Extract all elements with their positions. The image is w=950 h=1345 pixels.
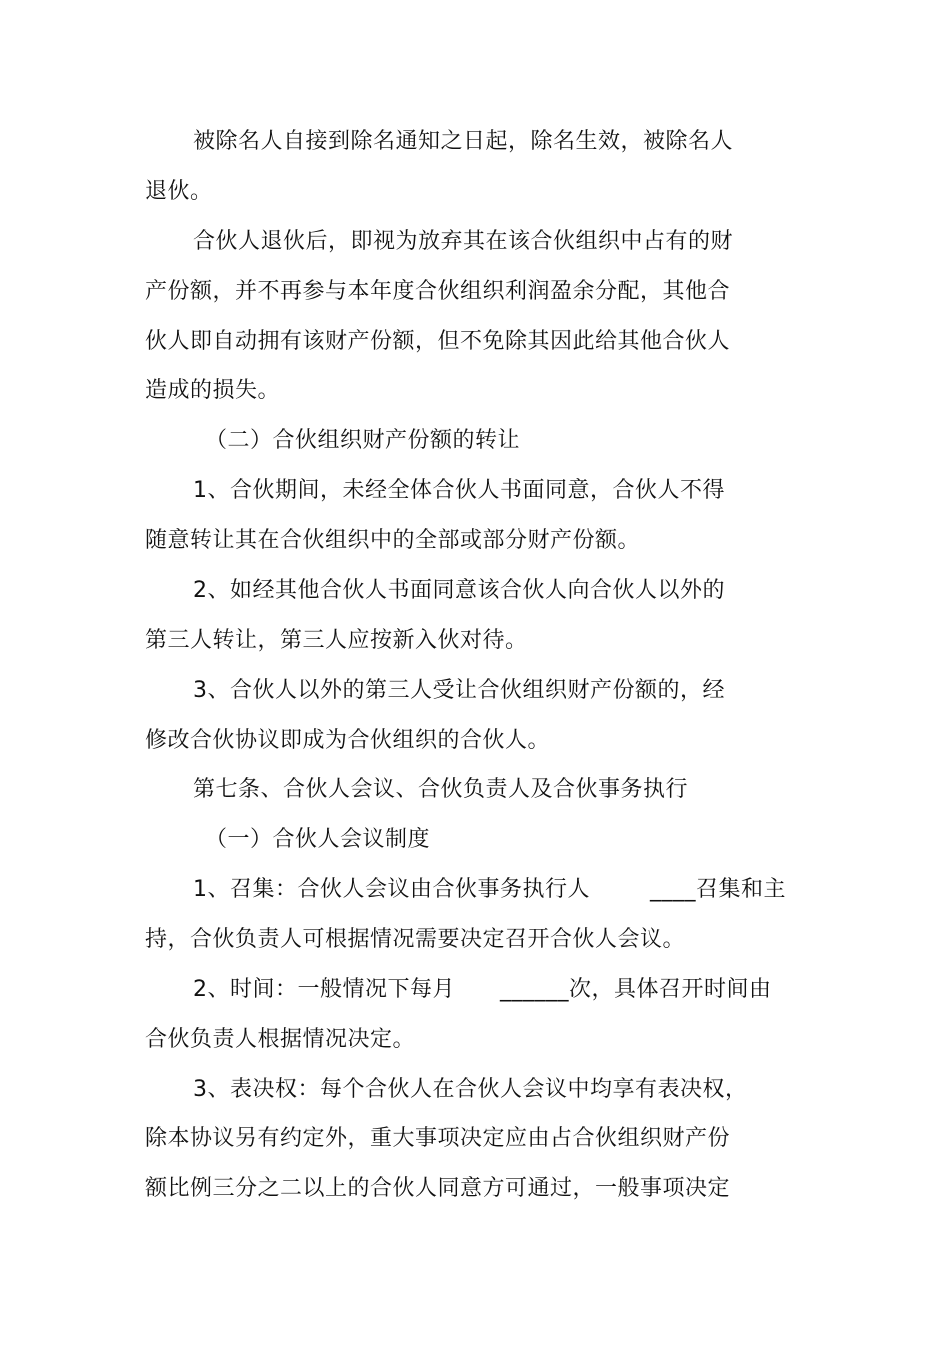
article-heading: 第七条、合伙人会议、合伙负责人及合伙事务执行 [193, 777, 689, 802]
paragraph-line: 2、时间：一般情况下每月 ______次，具体召开时间由 [193, 977, 772, 1002]
section-heading: （一）合伙人会议制度 [205, 827, 431, 852]
paragraph-line: 额比例三分之二以上的合伙人同意方可通过，一般事项决定 [145, 1176, 731, 1201]
section-heading: （二）合伙组织财产份额的转让 [205, 428, 521, 453]
paragraph-line: 随意转让其在合伙组织中的全部或部分财产份额。 [145, 528, 641, 553]
paragraph-line: 持，合伙负责人可根据情况需要决定召开合伙人会议。 [145, 927, 686, 952]
paragraph-line: 被除名人自接到除名通知之日起，除名生效，被除名人 [193, 129, 734, 154]
paragraph-line: 2、如经其他合伙人书面同意该合伙人向合伙人以外的 [193, 578, 725, 603]
paragraph-line: 退伙。 [145, 179, 213, 204]
paragraph-line: 伙人即自动拥有该财产份额，但不免除其因此给其他合伙人 [145, 329, 731, 354]
paragraph-line: 造成的损失。 [145, 378, 281, 403]
paragraph-line: 第三人转让，第三人应按新入伙对待。 [145, 628, 528, 653]
paragraph-line: 除本协议另有约定外，重大事项决定应由占合伙组织财产份 [145, 1126, 731, 1151]
paragraph-line: 3、表决权：每个合伙人在合伙人会议中均享有表决权， [193, 1077, 748, 1102]
paragraph-line: 合伙负责人根据情况决定。 [145, 1027, 416, 1052]
paragraph-line: 1、召集：合伙人会议由合伙事务执行人 ____召集和主 [193, 877, 786, 902]
paragraph-line: 产份额，并不再参与本年度合伙组织利润盈余分配，其他合 [145, 279, 731, 304]
paragraph-line: 合伙人退伙后，即视为放弃其在该合伙组织中占有的财 [193, 229, 734, 254]
paragraph-line: 1、合伙期间，未经全体合伙人书面同意，合伙人不得 [193, 478, 725, 503]
paragraph-line: 3、合伙人以外的第三人受让合伙组织财产份额的，经 [193, 678, 725, 703]
paragraph-line: 修改合伙协议即成为合伙组织的合伙人。 [145, 728, 551, 753]
